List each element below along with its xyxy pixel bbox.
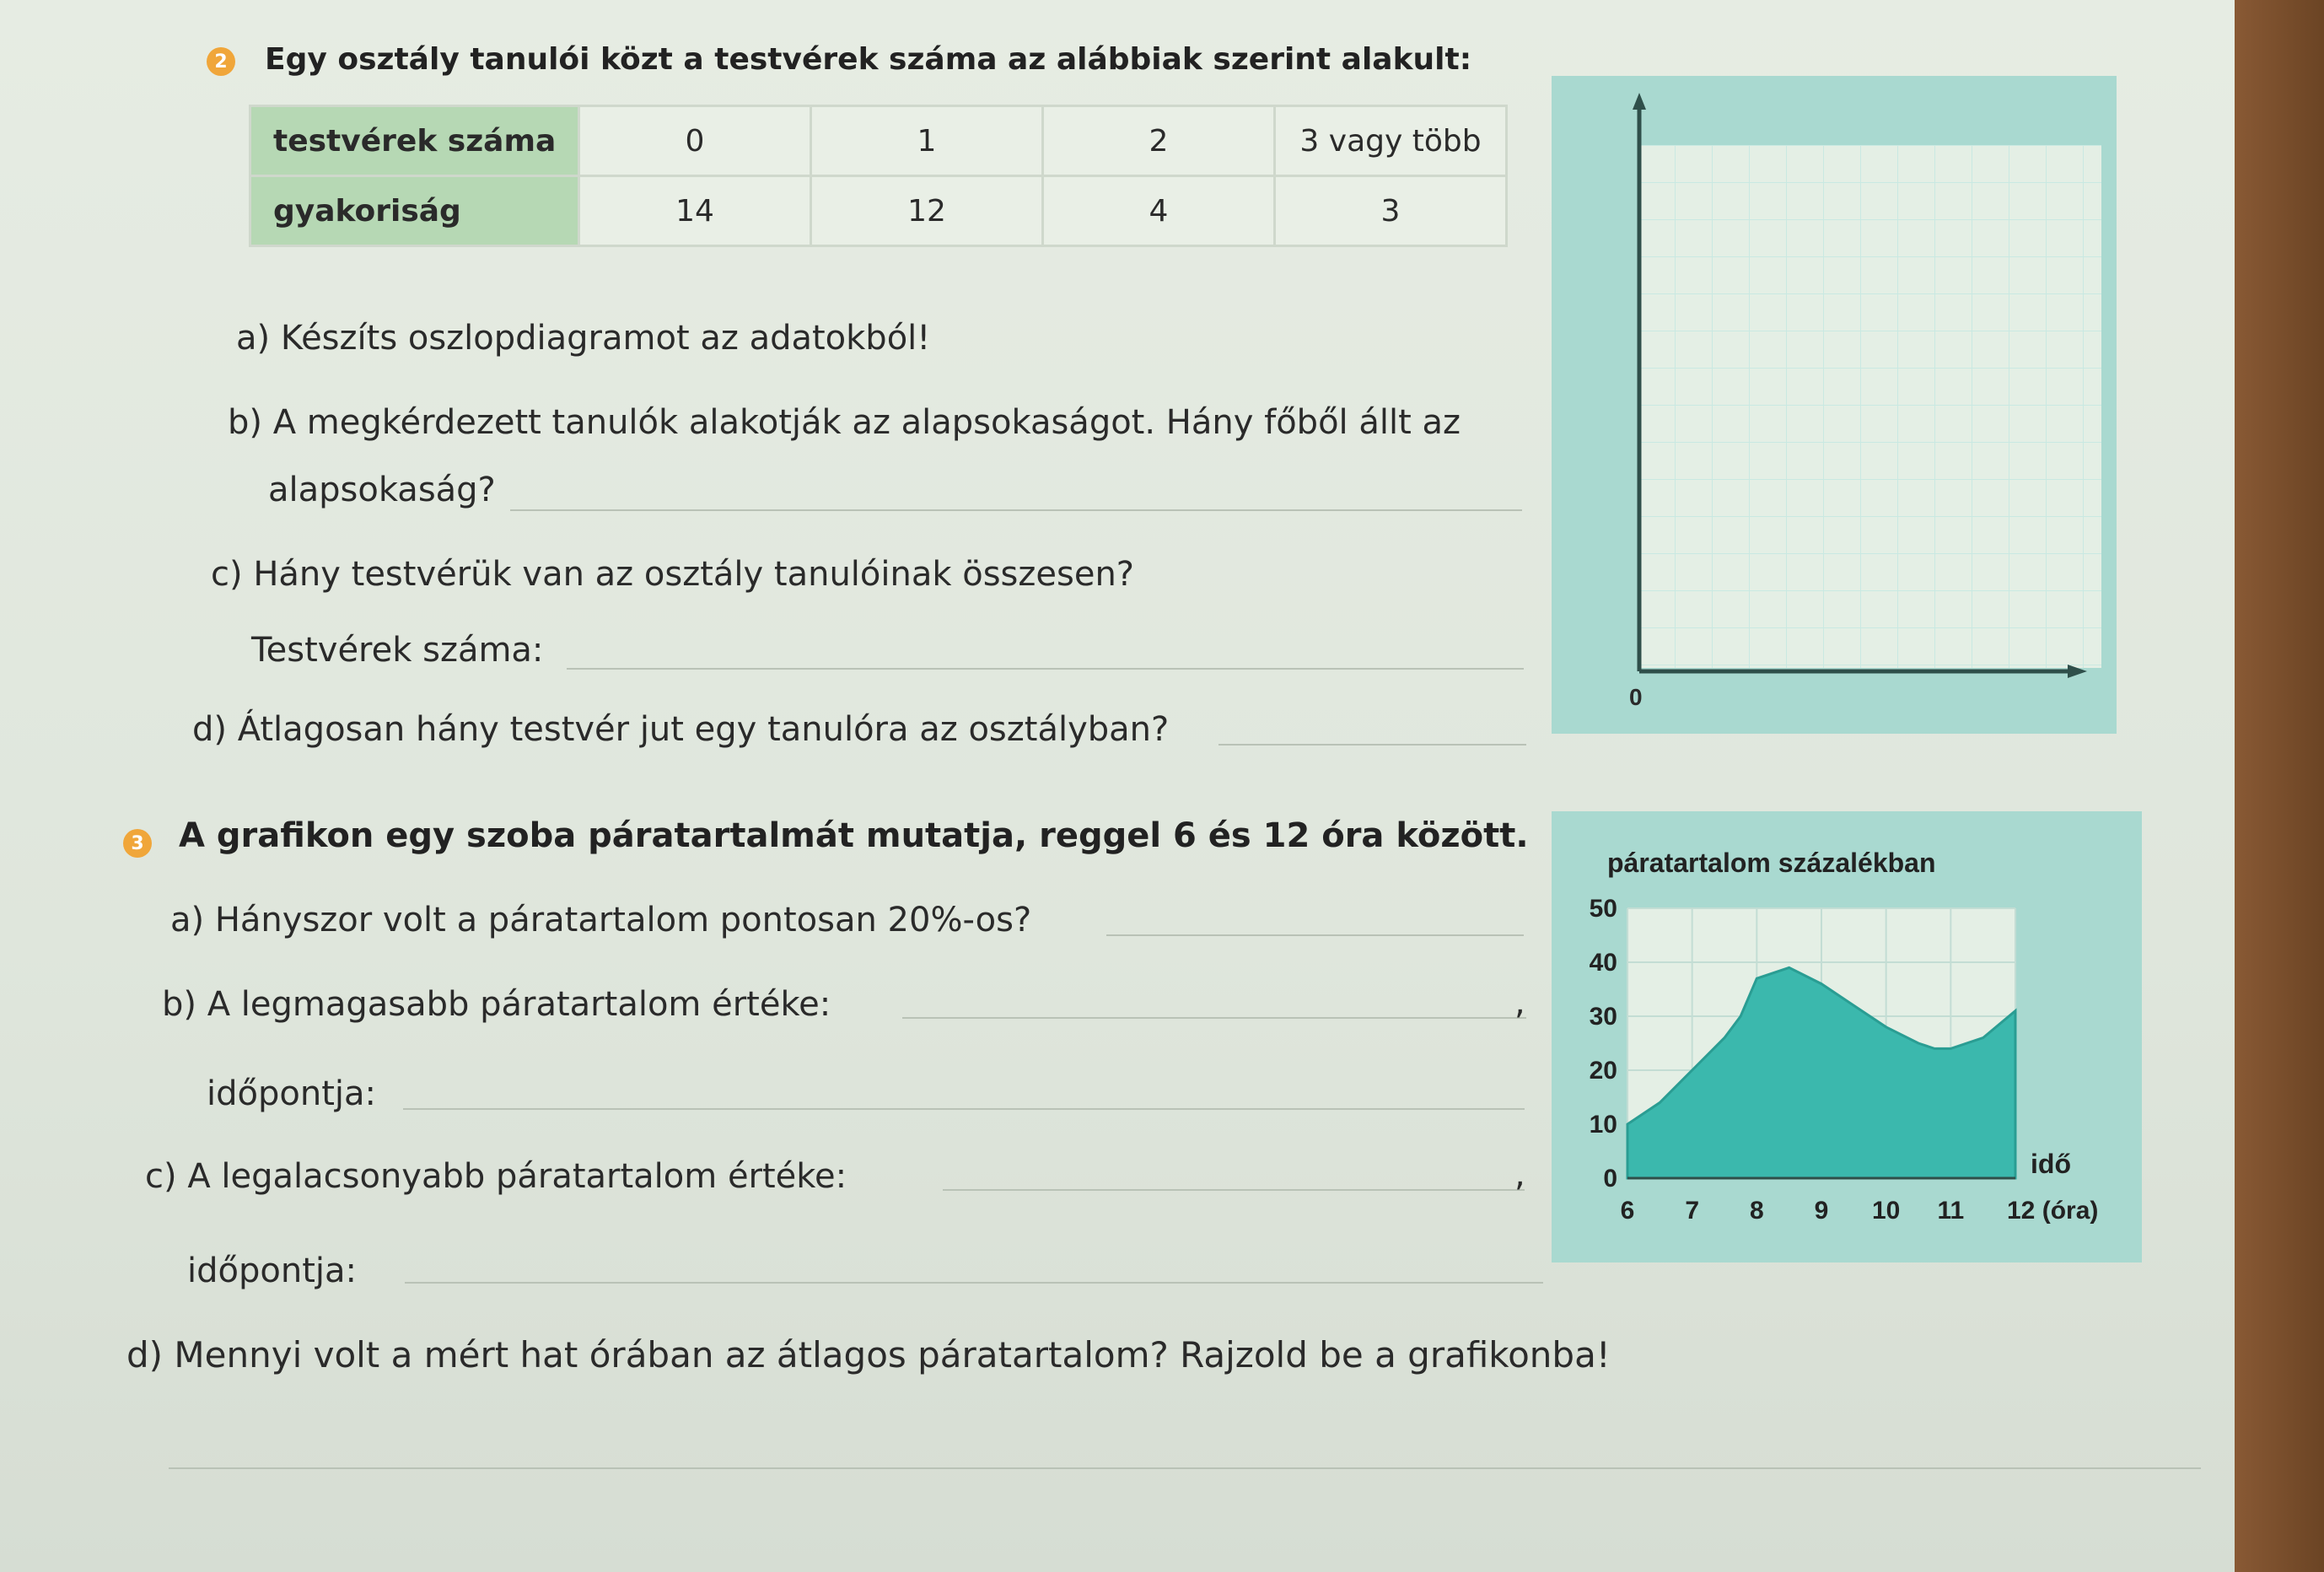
y-tick-label: 50 — [1589, 895, 1617, 923]
x-tick-label: 9 — [1814, 1197, 1829, 1225]
answer-line-3c[interactable] — [943, 1189, 1525, 1191]
task-2-question-b: b) A megkérdezett tanulók alakotják az alapsokaságot. Hány főből állt az — [228, 403, 1461, 442]
table-row — [250, 176, 1507, 246]
answer-line-3b[interactable] — [902, 1017, 1526, 1019]
task-2-title: Egy osztály tanulói közt a testvérek száma az alábbiak szerint alakult: — [265, 42, 1472, 77]
drawing-grid — [1552, 76, 2117, 734]
answer-line-3d[interactable] — [169, 1467, 2201, 1469]
task-2-badge: 2 — [207, 47, 235, 76]
task-3-question-b: b) A legmagasabb páratartalom értéke: — [162, 985, 831, 1024]
task-2-answer-label-c: Testvérek száma: — [251, 631, 544, 670]
comma: , — [1514, 1155, 1525, 1194]
humidity-chart-panel — [1552, 811, 2142, 1262]
y-tick-label: 0 — [1603, 1165, 1617, 1192]
task-3-question-a: a) Hányszor volt a páratartalom pontosan 20%-os? — [170, 901, 1032, 939]
task-2-question-d: d) Átlagosan hány testvér jut egy tanulóra az osztályban? — [192, 710, 1170, 749]
task-2-question-a: a) Készíts oszlopdiagramot az adatokból! — [236, 319, 931, 358]
table-cell: 14 — [579, 176, 811, 246]
x-tick-label: 7 — [1685, 1197, 1700, 1225]
answer-line-d[interactable] — [1218, 744, 1526, 746]
frequency-table — [249, 105, 1508, 247]
row1-header: testvérek száma — [250, 106, 579, 176]
task-3-question-d: d) Mennyi volt a mért hat órában az átlagos páratartalom? Rajzold be a grafikonba! — [126, 1334, 1611, 1376]
table-cell: 3 vagy több — [1275, 106, 1507, 176]
bar-chart-drawing-area[interactable] — [1552, 76, 2117, 734]
y-tick-label: 10 — [1589, 1111, 1617, 1139]
task-3-badge: 3 — [123, 829, 152, 858]
y-tick-label: 30 — [1589, 1003, 1617, 1031]
y-axis-arrow — [1633, 93, 1646, 110]
answer-line-c[interactable] — [567, 668, 1524, 670]
answer-line-3a[interactable] — [1106, 934, 1524, 936]
table-cell: 3 — [1275, 176, 1507, 246]
chart-title: páratartalom százalékban — [1607, 848, 1936, 878]
answer-line-3c-time[interactable] — [405, 1282, 1543, 1284]
task-3-time-b: időpontja: — [207, 1074, 376, 1113]
task-2-question-c: c) Hány testvérük van az osztály tanulóinak összesen? — [211, 555, 1135, 594]
x-tick-label: 12 (óra) — [2007, 1197, 2099, 1225]
x-tick-label: 8 — [1749, 1197, 1764, 1225]
chart-x-label: idő — [2031, 1149, 2071, 1179]
grid-origin-label: 0 — [1629, 684, 1643, 710]
table-cell: 1 — [811, 106, 1043, 176]
table-cell: 2 — [1043, 106, 1275, 176]
task-3-question-c: c) A legalacsonyabb páratartalom értéke: — [145, 1157, 847, 1196]
answer-line-b[interactable] — [510, 509, 1522, 511]
x-tick-label: 11 — [1937, 1197, 1965, 1225]
table-cell: 12 — [811, 176, 1043, 246]
task-3-time-c: időpontja: — [187, 1252, 357, 1290]
table-row — [250, 106, 1507, 176]
row2-header: gyakoriság — [250, 176, 579, 246]
y-tick-label: 20 — [1589, 1057, 1617, 1085]
x-tick-label: 10 — [1871, 1197, 1901, 1225]
task-2-question-b-cont: alapsokaság? — [268, 471, 496, 509]
x-tick-label: 6 — [1620, 1197, 1635, 1225]
table-cell: 4 — [1043, 176, 1275, 246]
humidity-chart — [1552, 811, 2142, 1262]
task-3-title: A grafikon egy szoba páratartalmát mutatja, reggel 6 és 12 óra között. — [179, 816, 1529, 855]
answer-line-3b-time[interactable] — [403, 1108, 1525, 1110]
table-cell: 0 — [579, 106, 811, 176]
y-tick-label: 40 — [1589, 949, 1617, 977]
comma: , — [1514, 983, 1525, 1022]
